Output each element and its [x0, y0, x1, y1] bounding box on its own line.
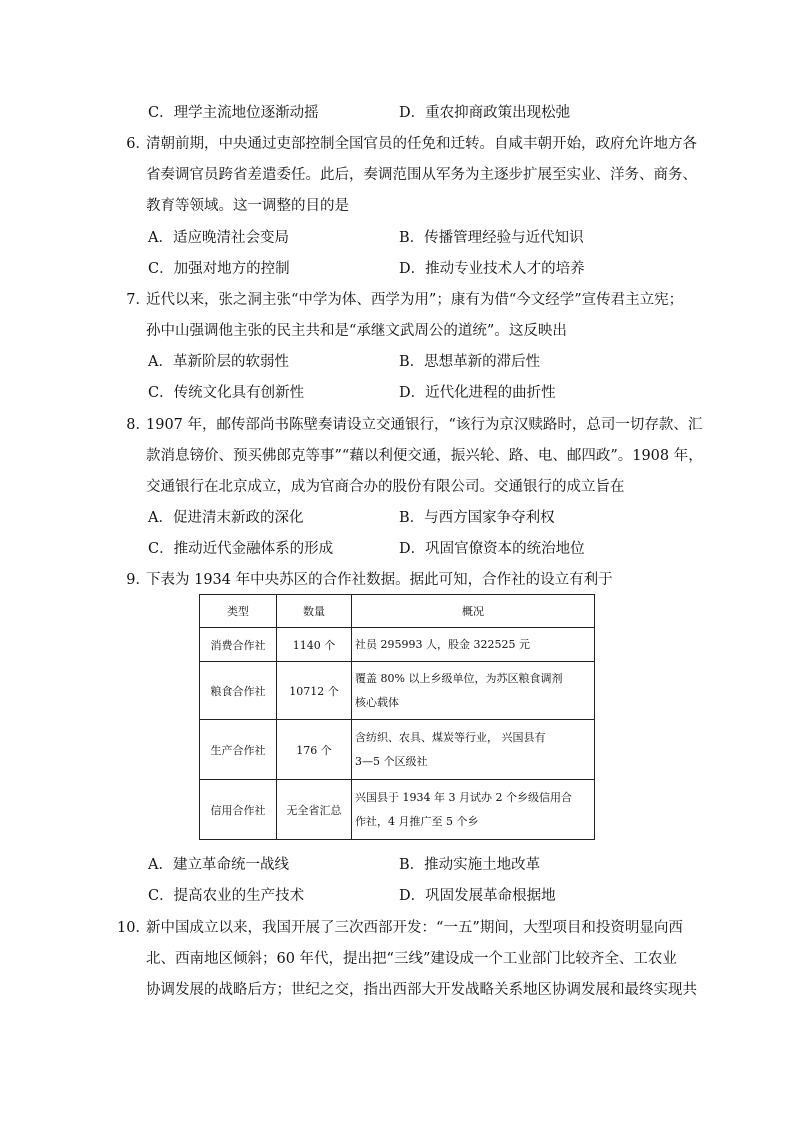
- q10-stem-line: 新中国成立以来，我国开展了三次西部开发：“一五”期间，大型项目和投资明显向西: [146, 920, 683, 936]
- q9-option-a: A．建立革命统一战线: [148, 857, 289, 873]
- cell-overview: [352, 662, 595, 720]
- q7-option-c: C．传统文化具有创新性: [148, 385, 305, 401]
- q10-number: 10．: [117, 920, 150, 936]
- header-type: 类型: [200, 595, 277, 628]
- cell-count: 176 个: [277, 720, 352, 780]
- q7-stem-line: 近代以来，张之洞主张“中学为体、西学为用”；康有为借“今文经学”宣传君主立宪；: [146, 292, 684, 308]
- overview-line: 社员 295993 人，股金 322525 元: [355, 637, 530, 651]
- cell-count: 无全省汇总: [277, 780, 352, 840]
- overview-line: 作社，4 月推广至 5 个乡: [355, 814, 479, 828]
- cell-type: 粮食合作社: [200, 662, 277, 720]
- overview-line: 兴国县于 1934 年 3 月试办 2 个乡级信用合: [355, 790, 572, 804]
- q7-stem-line: 孙中山强调他主张的民主共和是“承继文武周公的道统”。这反映出: [146, 323, 567, 339]
- q7-option-a: A．革新阶层的软弱性: [148, 354, 289, 370]
- cooperative-data-table: [199, 594, 595, 840]
- q6-stem-line: 教育等领域。这一调整的目的是: [146, 198, 349, 214]
- cell-type: 信用合作社: [200, 780, 277, 840]
- q8-option-d: D．巩固官僚资本的统治地位: [399, 541, 585, 557]
- q6-option-d: D．推动专业技术人才的培养: [399, 261, 585, 277]
- q9-number: 9．: [126, 572, 150, 588]
- header-overview: 概况: [352, 595, 595, 628]
- table-row: [200, 662, 595, 720]
- overview-line: 3—5 个区级社: [355, 754, 428, 768]
- q6-option-a: A．适应晚清社会变局: [148, 230, 289, 246]
- q5-option-c: C．理学主流地位逐渐动摇: [148, 105, 319, 121]
- q6-stem-line: 省奏调官员跨省差遣委任。此后，奏调范围从军务为主逐步扩展至实业、洋务、商务、: [146, 167, 697, 183]
- q5-option-d: D．重农抑商政策出现松弛: [399, 105, 571, 121]
- q9-stem-line: 下表为 1934 年中央苏区的合作社数据。据此可知，合作社的设立有利于: [146, 572, 613, 588]
- table-header-row: [200, 595, 595, 628]
- q10-stem-line: 协调发展的战略后方；世纪之交，指出西部大开发战略关系地区协调发展和最终实现共: [146, 982, 697, 998]
- header-count: 数量: [277, 595, 352, 628]
- q8-stem-line: 1907 年，邮传部尚书陈壁奏请设立交通银行，“该行为京汉赎路时，总司一切存款、汇: [146, 417, 703, 433]
- cell-type: 生产合作社: [200, 720, 277, 780]
- q6-option-b: B．传播管理经验与近代知识: [399, 230, 584, 246]
- table-row: [200, 628, 595, 662]
- cell-overview: [352, 720, 595, 780]
- q8-option-a: A．促进清末新政的深化: [148, 510, 304, 526]
- q6-option-c: C．加强对地方的控制: [148, 261, 290, 277]
- q8-option-b: B．与西方国家争夺利权: [399, 510, 555, 526]
- q8-number: 8．: [126, 417, 150, 433]
- q9-option-b: B．推动实施土地改革: [399, 857, 541, 873]
- cell-count: 1140 个: [277, 628, 352, 662]
- cell-type: 消费合作社: [200, 628, 277, 662]
- q7-option-d: D．近代化进程的曲折性: [399, 385, 556, 401]
- q7-number: 7．: [126, 292, 150, 308]
- q10-stem-line: 北、西南地区倾斜；60 年代，提出把“三线”建设成一个工业部门比较齐全、工农业: [146, 951, 677, 967]
- cell-overview: [352, 780, 595, 840]
- q9-option-d: D．巩固发展革命根据地: [399, 888, 556, 904]
- table-row: [200, 720, 595, 780]
- q8-stem-line: 款消息镑价、预买佛郎克等事”“藉以利便交通，振兴轮、路、电、邮四政”。1908 年，: [146, 448, 703, 464]
- q9-option-c: C．提高农业的生产技术: [148, 888, 305, 904]
- overview-line: 含纺织、农具、煤炭等行业， 兴国县有: [355, 730, 546, 744]
- overview-line: 覆盖 80% 以上乡级单位，为苏区粮食调剂: [355, 671, 563, 685]
- cell-count: 10712 个: [277, 662, 352, 720]
- table-row: [200, 780, 595, 840]
- q8-stem-line: 交通银行在北京成立，成为官商合办的股份有限公司。交通银行的成立旨在: [146, 479, 625, 495]
- q6-stem-line: 清朝前期，中央通过吏部控制全国官员的任免和迁转。自咸丰朝开始，政府允许地方各: [146, 136, 697, 152]
- overview-line: 核心载体: [355, 695, 399, 709]
- q6-number: 6．: [126, 136, 150, 152]
- q7-option-b: B．思想革新的滞后性: [399, 354, 541, 370]
- q8-option-c: C．推动近代金融体系的形成: [148, 541, 334, 557]
- cell-overview: [352, 628, 595, 662]
